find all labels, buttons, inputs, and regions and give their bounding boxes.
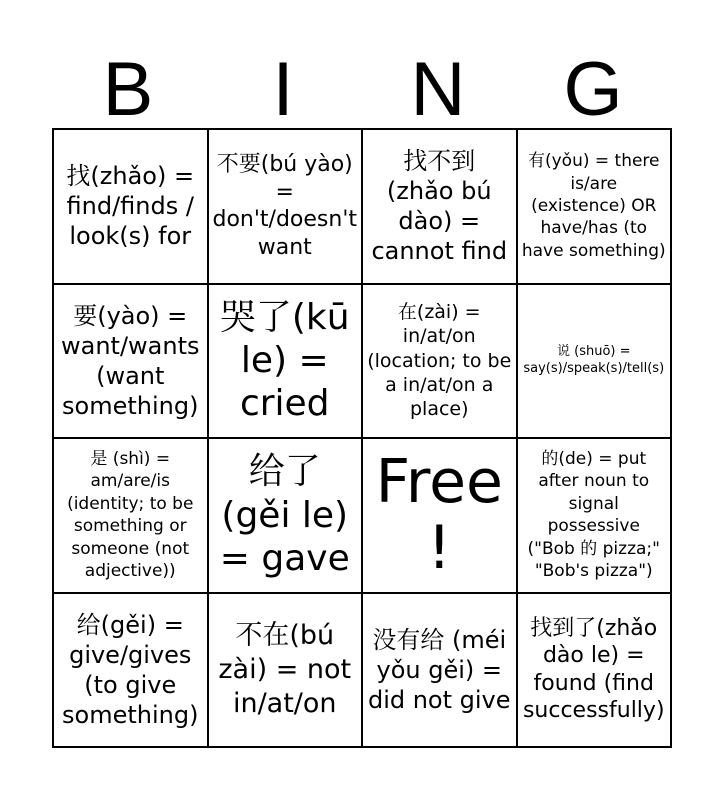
header-letter-g: G: [563, 47, 623, 132]
bingo-cell-text: 找不到 (zhǎo bú dào) = cannot find: [371, 147, 508, 266]
bingo-cell-text: Free!: [375, 447, 503, 584]
bingo-cell-text: 给(gěi) = give/gives (to give something): [62, 610, 199, 729]
header-letter-i: I: [272, 47, 294, 132]
bingo-cell[interactable]: [53, 284, 208, 439]
bingo-cell[interactable]: [362, 284, 517, 439]
bingo-cell-text: 的(de) = put after noun to signal possessive ("Bob 的 pizza;" "Bob's pizza"): [527, 448, 660, 582]
bingo-cell[interactable]: [517, 593, 672, 748]
bingo-cell-text: 哭了(kū le) = cried: [219, 296, 350, 425]
bingo-cell[interactable]: [53, 129, 208, 284]
bingo-cell[interactable]: [53, 593, 208, 748]
bingo-cell-text: 不要(bú yào) = don't/doesn't want: [212, 152, 357, 260]
bingo-grid: [52, 128, 672, 748]
bingo-cell-text: 没有给 (méi yǒu gěi) = did not give: [367, 625, 511, 714]
bingo-cell[interactable]: [517, 438, 672, 593]
header-letter-n: N: [410, 47, 466, 132]
bingo-cell[interactable]: [517, 129, 672, 284]
bingo-cell[interactable]: [208, 438, 363, 593]
free-space-cell[interactable]: [362, 438, 517, 593]
bingo-cell[interactable]: [208, 284, 363, 439]
bingo-header: [52, 47, 672, 132]
bingo-cell-text: 说 (shuō) = say(s)/speak(s)/tell(s): [523, 343, 665, 376]
bingo-cell[interactable]: [362, 129, 517, 284]
bingo-cell[interactable]: [208, 593, 363, 748]
bingo-cell[interactable]: [53, 438, 208, 593]
bingo-cell-text: 找到了(zhǎo dào le) = found (find successfully): [522, 615, 665, 724]
bingo-cell-text: 是 (shì) = am/are/is (identity; to be something or someone (not adjective)): [67, 448, 194, 582]
bingo-cell-text: 要(yào) = want/wants (want something): [60, 301, 200, 420]
bingo-cell[interactable]: [517, 284, 672, 439]
bingo-cell-text: 给了 (gěi le) = gave: [219, 451, 350, 579]
bingo-cell[interactable]: [362, 593, 517, 748]
bingo-cell[interactable]: [208, 129, 363, 284]
bingo-cell-text: 有(yǒu) = there is/are (existence) OR have/has (to have something): [521, 151, 666, 261]
bingo-cell-text: 在(zài) = in/at/on (location; to be a in/at/on a place): [367, 300, 512, 421]
bingo-cell-text: 找(zhǎo) = find/finds / look(s) for: [66, 162, 195, 251]
bingo-cell-text: 不在(bú zài) = not in/at/on: [218, 620, 352, 719]
header-letter-b: B: [102, 47, 154, 132]
